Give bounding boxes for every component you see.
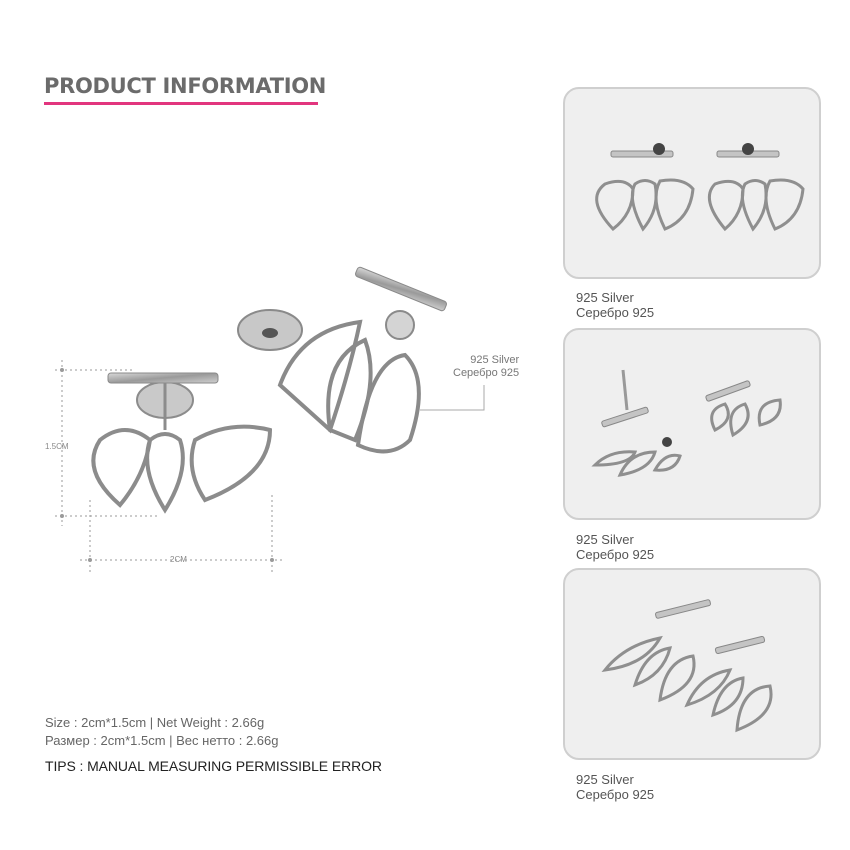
earring-back xyxy=(238,266,447,451)
callout-line-en: 925 Silver xyxy=(470,354,520,366)
gallery-card-3 xyxy=(563,568,821,760)
gallery-caption-3 xyxy=(576,772,654,802)
height-dimension-label: 1.5CM xyxy=(45,442,69,451)
caption-3-en: 925 Silver xyxy=(576,772,634,787)
earring-pair-image-2 xyxy=(565,330,821,520)
material-callout xyxy=(453,354,519,380)
earring-pair-image-3 xyxy=(565,570,821,760)
gallery-card-2 xyxy=(563,328,821,520)
callout-leader xyxy=(420,385,484,410)
tips-text: TIPS : MANUAL MEASURING PERMISSIBLE ERROR xyxy=(45,758,382,774)
specs-block xyxy=(45,714,279,750)
page-heading: PRODUCT INFORMATION xyxy=(44,74,327,98)
specs-line-ru: Размер : 2cm*1.5cm | Вес нетто : 2.66g xyxy=(45,733,279,748)
callout-line-ru: Серебро 925 xyxy=(453,367,520,379)
width-dimension-label: 2CM xyxy=(170,555,187,564)
earring-front xyxy=(93,373,270,510)
caption-3-ru: Серебро 925 xyxy=(576,787,655,802)
gallery-card-1 xyxy=(563,87,821,279)
caption-2-en: 925 Silver xyxy=(576,532,634,547)
specs-line-en: Size : 2cm*1.5cm | Net Weight : 2.66g xyxy=(45,715,265,730)
caption-1-ru: Серебро 925 xyxy=(576,305,655,320)
gallery-caption-2 xyxy=(576,532,654,562)
earring-pair-image-1 xyxy=(565,89,821,279)
caption-1-en: 925 Silver xyxy=(576,290,634,305)
caption-2-ru: Серебро 925 xyxy=(576,547,655,562)
gallery-caption-1 xyxy=(576,290,654,320)
